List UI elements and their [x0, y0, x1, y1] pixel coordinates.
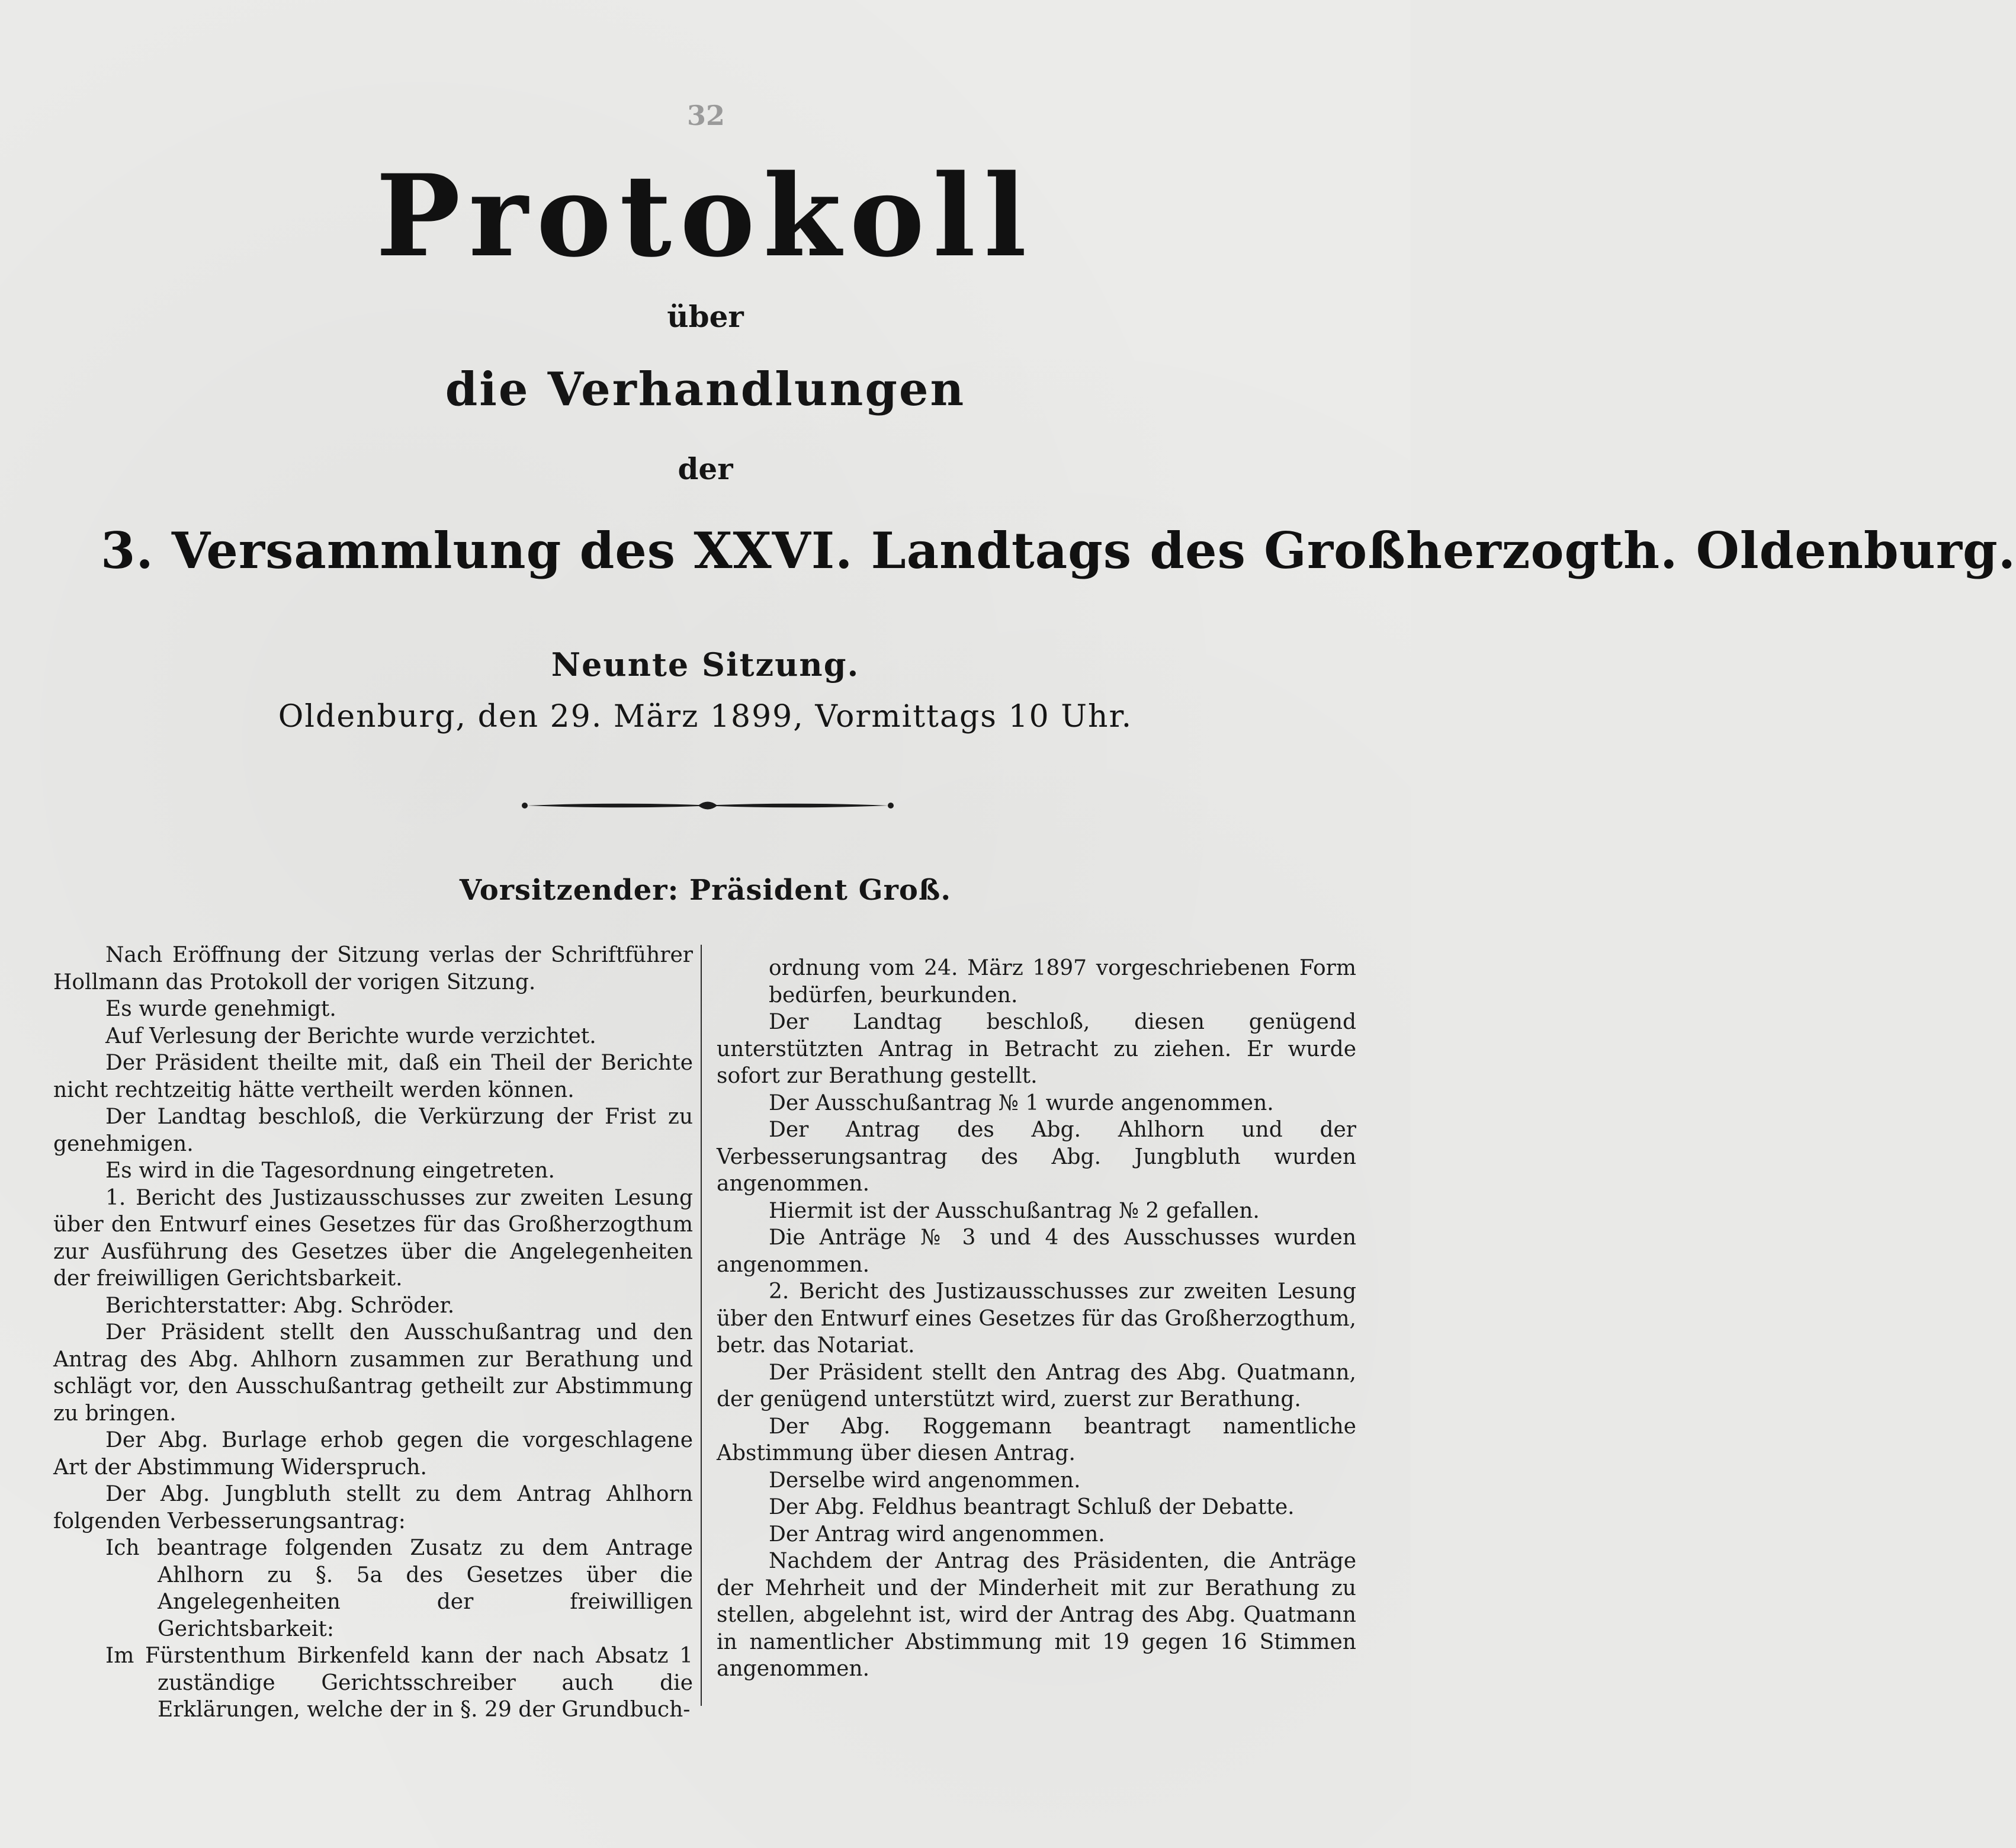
paragraph: Der Ausschußantrag № 1 wurde angenommen.: [769, 1090, 1274, 1115]
ornament-divider-icon: [521, 794, 894, 817]
paragraph: Hiermit ist der Ausschußantrag № 2 gefallen.: [769, 1198, 1260, 1223]
paragraph: Der Antrag wird angenommen.: [769, 1522, 1105, 1547]
paragraph: Der Abg. Feldhus beantragt Schluß der Debatte.: [769, 1495, 1295, 1519]
paragraph: Der Abg. Roggemann beantragt namentliche Abstimmung über diesen Antrag.: [717, 1414, 1356, 1465]
paragraph: Es wurde genehmigt.: [105, 997, 336, 1021]
right-column: [717, 955, 1356, 1683]
paragraph: Es wird in die Tagesordnung eingetreten.: [105, 1159, 555, 1183]
paragraph: Derselbe wird angenommen.: [769, 1468, 1081, 1493]
paragraph: Ich beantrage folgenden Zusatz zu dem Antrage Ahlhorn zu §. 5a des Gesetzes über die Angelegenheiten der freiwilligen Gerichtsbarkeit:: [105, 1536, 693, 1641]
subtitle-verhandlungen: die Verhandlungen: [445, 362, 966, 416]
paragraph: Die Anträge № 3 und 4 des Ausschusses wurden angenommen.: [717, 1225, 1356, 1277]
paragraph: ordnung vom 24. März 1897 vorgeschriebenen Form bedürfen, beurkunden.: [769, 956, 1356, 1008]
paragraph: Der Präsident stellt den Antrag des Abg. Quatmann, der genügend unterstützt wird, zuerst zur Berathung.: [717, 1360, 1356, 1411]
subtitle-ueber: über: [667, 299, 744, 334]
paragraph: Berichterstatter: Abg. Schröder.: [105, 1293, 455, 1318]
paragraph: 1. Bericht des Justizausschusses zur zweiten Lesung über den Entwurf eines Gesetzes für das Großherzogthum zur Ausführung des Gesetzes über die Angelegenheiten der freiwilligen Gerichtsbarkeit.: [53, 1185, 693, 1291]
paragraph: Auf Verlesung der Berichte wurde verzichtet.: [105, 1024, 596, 1048]
subtitle-der: der: [678, 451, 733, 486]
session-heading: Neunte Sitzung.: [551, 646, 860, 684]
paragraph: Der Präsident theilte mit, daß ein Theil der Berichte nicht rechtzeitig hätte vertheilt werden können.: [53, 1051, 693, 1102]
paragraph: Nach Eröffnung der Sitzung verlas der Schriftführer Hollmann das Protokoll der vorigen Sitzung.: [53, 943, 693, 994]
paragraph: Der Landtag beschloß, diesen genügend unterstützten Antrag in Betracht zu ziehen. Er wurde sofort zur Berathung gestellt.: [717, 1010, 1356, 1088]
paragraph: Der Abg. Jungbluth stellt zu dem Antrag Ahlhorn folgenden Verbesserungsantrag:: [53, 1482, 693, 1533]
assembly-heading: 3. Versammlung des XXVI. Landtags des Großherzogth. Oldenburg.: [101, 521, 2016, 580]
document-title: Protokoll: [375, 150, 1035, 282]
page-number: 32: [687, 100, 725, 131]
chair-line: Vorsitzender: Präsident Groß.: [459, 874, 952, 907]
dateline: Oldenburg, den 29. März 1899, Vormittags 10 Uhr.: [278, 699, 1133, 734]
paragraph: Der Landtag beschloß, die Verkürzung der Frist zu genehmigen.: [53, 1105, 693, 1156]
paragraph: Im Fürstenthum Birkenfeld kann der nach Absatz 1 zuständige Gerichtsschreiber auch die Erklärungen, welche der in §. 29 der Grundbuch-: [105, 1644, 693, 1722]
paragraph: Der Antrag des Abg. Ahlhorn und der Verbesserungsantrag des Abg. Jungbluth wurden angenommen.: [717, 1118, 1356, 1196]
paragraph: 2. Bericht des Justizausschusses zur zweiten Lesung über den Entwurf eines Gesetzes für das Großherzogthum, betr. das Notariat.: [717, 1279, 1356, 1358]
paragraph: Der Präsident stellt den Ausschußantrag und den Antrag des Abg. Ahlhorn zusammen zur Berathung und schlägt vor, den Ausschußantrag getheilt zur Abstimmung zu bringen.: [53, 1320, 693, 1426]
paragraph: Nachdem der Antrag des Präsidenten, die Anträge der Mehrheit und der Minderheit mit zur Berathung zu stellen, abgelehnt ist, wird der Antrag des Abg. Quatmann in namentlicher Abstimmung mit 19 gegen 16 Stimmen angenommen.: [717, 1549, 1356, 1681]
left-column: [53, 942, 693, 1724]
paragraph: Der Abg. Burlage erhob gegen die vorgeschlagene Art der Abstimmung Widerspruch.: [53, 1428, 693, 1480]
column-divider: [701, 945, 702, 1706]
